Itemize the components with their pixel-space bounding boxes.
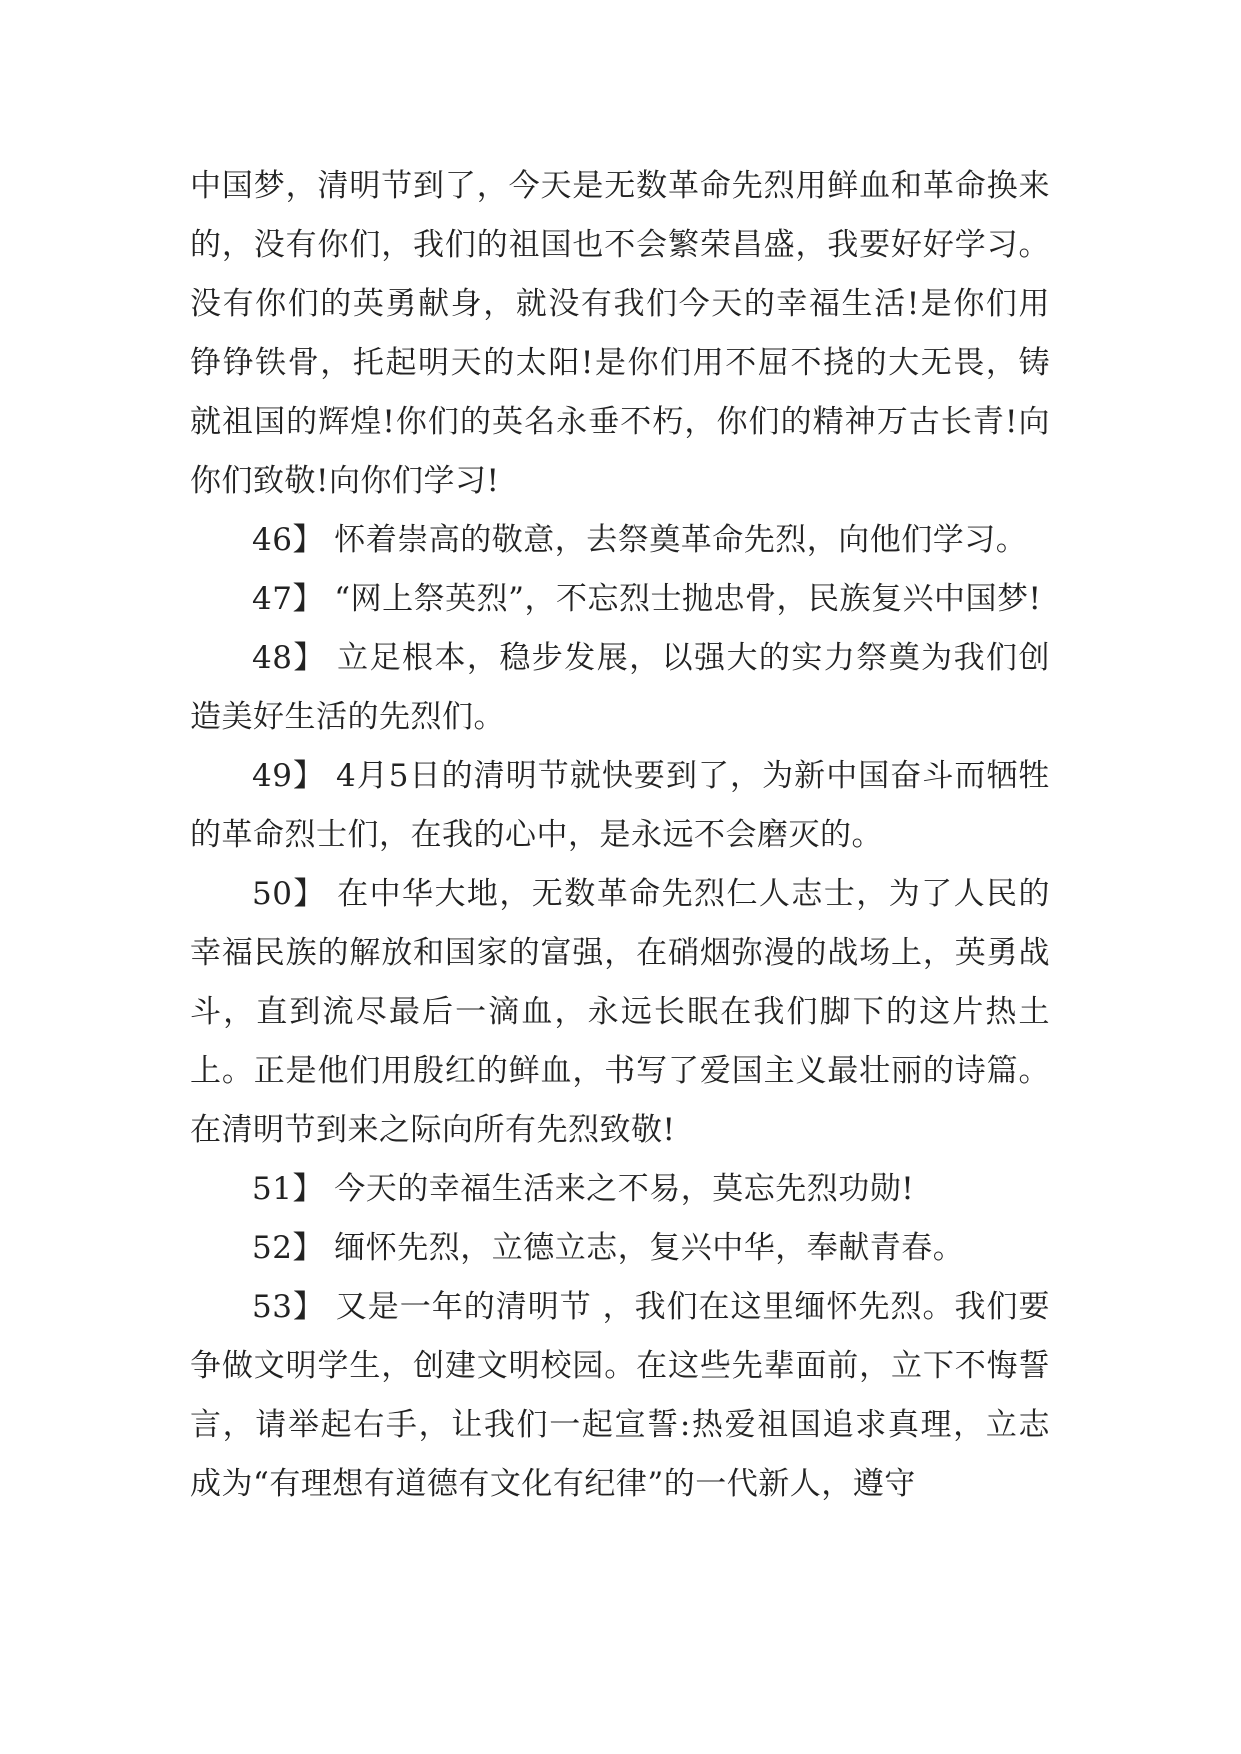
paragraph-49: 49】 4月5日的清明节就快要到了，为新中国奋斗而牺牲的革命烈士们，在我的心中，是永远不会磨灭的。 bbox=[190, 758, 1050, 853]
paragraph-46: 46】 怀着崇高的敬意，去祭奠革命先烈，向他们学习。 bbox=[252, 522, 1028, 558]
document-body bbox=[190, 157, 1050, 1514]
paragraph-53: 53】 又是一年的清明节 ，我们在这里缅怀先烈。我们要争做文明学生，创建文明校园。在这些先辈面前，立下不悔誓言，请举起右手，让我们一起宣誓:热爱祖国追求真理，立志成为“有理想有道德有文化有纪律”的一代新人，遵守 bbox=[190, 1289, 1050, 1502]
paragraph-47: 47】 “网上祭英烈”，不忘烈士抛忠骨，民族复兴中国梦! bbox=[252, 581, 1042, 617]
paragraph-51: 51】 今天的幸福生活来之不易，莫忘先烈功勋! bbox=[252, 1171, 915, 1207]
paragraph-52: 52】 缅怀先烈，立德立志，复兴中华，奉献青春。 bbox=[252, 1230, 965, 1266]
paragraph-48: 48】 立足根本，稳步发展，以强大的实力祭奠为我们创造美好生活的先烈们。 bbox=[190, 640, 1050, 735]
paragraph-1: 中国梦，清明节到了，今天是无数革命先烈用鲜血和革命换来的，没有你们，我们的祖国也不会繁荣昌盛，我要好好学习。没有你们的英勇献身，就没有我们今天的幸福生活!是你们用铮铮铁骨，托起明天的太阳!是你们用不屈不挠的大无畏，铸就祖国的辉煌!你们的英名永垂不朽，你们的精神万古长青!向你们致敬!向你们学习! bbox=[190, 168, 1050, 499]
paragraph-50: 50】 在中华大地，无数革命先烈仁人志士，为了人民的幸福民族的解放和国家的富强，在硝烟弥漫的战场上，英勇战斗，直到流尽最后一滴血，永远长眠在我们脚下的这片热土上。正是他们用殷红的鲜血，书写了爱国主义最壮丽的诗篇。在清明节到来之际向所有先烈致敬! bbox=[190, 876, 1050, 1148]
